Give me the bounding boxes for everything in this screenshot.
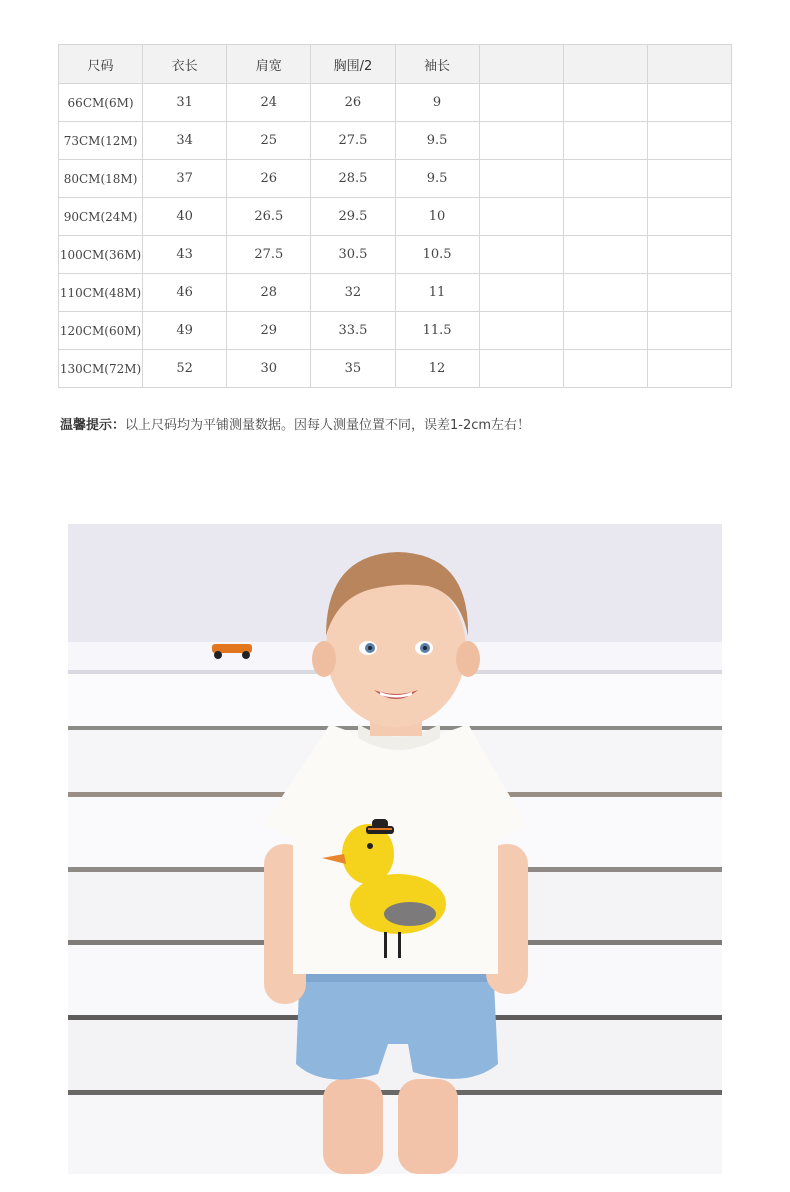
cell-empty	[647, 198, 731, 236]
cell-size: 73CM(12M)	[59, 122, 143, 160]
cell-chest: 32	[311, 274, 395, 312]
cell-empty	[647, 274, 731, 312]
table-row	[59, 198, 732, 236]
cell-empty	[479, 274, 563, 312]
cell-empty	[647, 84, 731, 122]
cell-length: 43	[143, 236, 227, 274]
table-row	[59, 350, 732, 388]
cell-length: 37	[143, 160, 227, 198]
cell-empty	[647, 236, 731, 274]
tip-label: 温馨提示：	[60, 418, 126, 433]
header-empty	[479, 45, 563, 84]
cell-shoulder: 28	[227, 274, 311, 312]
table-row	[59, 122, 732, 160]
cell-empty	[563, 236, 647, 274]
cell-empty	[479, 350, 563, 388]
cell-shoulder: 26.5	[227, 198, 311, 236]
cell-sleeve: 9	[395, 84, 479, 122]
cell-empty	[647, 122, 731, 160]
cell-empty	[479, 198, 563, 236]
cell-sleeve: 11.5	[395, 312, 479, 350]
cell-sleeve: 9.5	[395, 122, 479, 160]
table-header-row	[59, 45, 732, 84]
header-size: 尺码	[59, 45, 143, 84]
tip-text: 以上尺码均为平铺测量数据。因每人测量位置不同，误差1-2cm左右！	[125, 418, 531, 433]
cell-empty	[479, 312, 563, 350]
cell-empty	[647, 160, 731, 198]
cell-shoulder: 30	[227, 350, 311, 388]
cell-size: 110CM(48M)	[59, 274, 143, 312]
cell-chest: 30.5	[311, 236, 395, 274]
cell-sleeve: 12	[395, 350, 479, 388]
cell-length: 34	[143, 122, 227, 160]
cell-empty	[563, 312, 647, 350]
cell-length: 49	[143, 312, 227, 350]
cell-chest: 33.5	[311, 312, 395, 350]
cell-chest: 28.5	[311, 160, 395, 198]
header-sleeve: 袖长	[395, 45, 479, 84]
header-length: 衣长	[143, 45, 227, 84]
cell-chest: 29.5	[311, 198, 395, 236]
cell-length: 40	[143, 198, 227, 236]
size-chart-table	[58, 44, 732, 388]
cell-empty	[479, 122, 563, 160]
cell-empty	[479, 236, 563, 274]
cell-empty	[563, 84, 647, 122]
cell-chest: 35	[311, 350, 395, 388]
header-shoulder: 肩宽	[227, 45, 311, 84]
cell-length: 52	[143, 350, 227, 388]
cell-empty	[563, 122, 647, 160]
cell-size: 120CM(60M)	[59, 312, 143, 350]
cell-empty	[563, 160, 647, 198]
cell-length: 31	[143, 84, 227, 122]
cell-shoulder: 29	[227, 312, 311, 350]
cell-size: 80CM(18M)	[59, 160, 143, 198]
cell-chest: 26	[311, 84, 395, 122]
header-chest: 胸围/2	[311, 45, 395, 84]
cell-size: 90CM(24M)	[59, 198, 143, 236]
size-tip	[60, 414, 530, 433]
cell-sleeve: 11	[395, 274, 479, 312]
cell-sleeve: 10.5	[395, 236, 479, 274]
cell-size: 100CM(36M)	[59, 236, 143, 274]
cell-empty	[563, 198, 647, 236]
table-row	[59, 312, 732, 350]
header-empty	[563, 45, 647, 84]
cell-empty	[563, 350, 647, 388]
cell-empty	[647, 350, 731, 388]
table-row	[59, 274, 732, 312]
cell-empty	[479, 160, 563, 198]
header-empty	[647, 45, 731, 84]
cell-sleeve: 9.5	[395, 160, 479, 198]
cell-size: 66CM(6M)	[59, 84, 143, 122]
cell-length: 46	[143, 274, 227, 312]
cell-empty	[647, 312, 731, 350]
product-photo	[68, 524, 722, 1174]
cell-shoulder: 24	[227, 84, 311, 122]
table-row	[59, 236, 732, 274]
table-row	[59, 160, 732, 198]
cell-chest: 27.5	[311, 122, 395, 160]
cell-shoulder: 25	[227, 122, 311, 160]
cell-empty	[563, 274, 647, 312]
cell-size: 130CM(72M)	[59, 350, 143, 388]
cell-sleeve: 10	[395, 198, 479, 236]
cell-shoulder: 27.5	[227, 236, 311, 274]
cell-empty	[479, 84, 563, 122]
cell-shoulder: 26	[227, 160, 311, 198]
table-row	[59, 84, 732, 122]
